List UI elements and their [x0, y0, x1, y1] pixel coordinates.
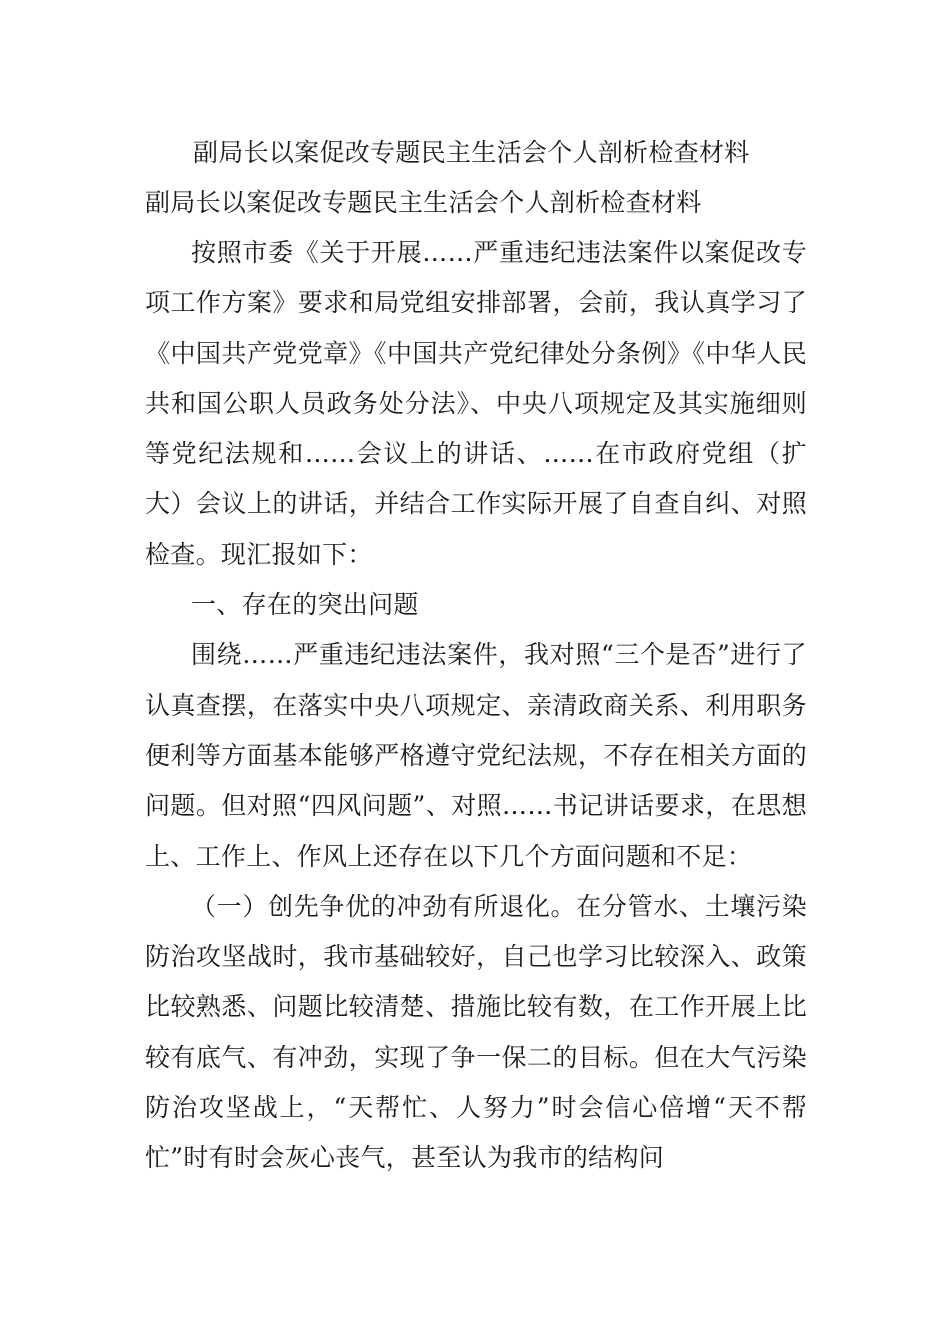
paragraph-problem-one: （一）创先争优的冲劲有所退化。在分管水、土壤污染防治攻坚战时，我市基础较好，自己也学习比较深入、政策比较熟悉、问题比较清楚、措施比较有数，在工作开展上比较有底气、有冲劲，实现了争一保二的目标。但在大气污染防治攻坚战上，“天帮忙、人努力”时会信心倍增“天不帮忙”时有时会灰心丧气，甚至认为我市的结构问: [145, 891, 807, 1173]
section-heading-problems: 一、存在的突出问题: [191, 590, 419, 620]
document-title: 副局长以案促改专题民主生活会个人剖析检查材料: [193, 138, 750, 167]
paragraph-intro: 按照市委《关于开展……严重违纪违法案件以案促改专项工作方案》要求和局党组安排部署，会前，我认真学习了《中国共产党党章》《中国共产党纪律处分条例》《中华人民共和国公职人员政务处分法》、中央八项规定及其实施细则等党纪法规和……会议上的讲话、……在市政府党组（扩大）会议上的讲话，并结合工作实际开展了自查自纠、对照检查。现汇报如下：: [145, 238, 807, 569]
document-body: [145, 128, 807, 1184]
paragraph-problems-overview: 围绕……严重违纪违法案件，我对照“三个是否”进行了认真查摆，在落实中央八项规定、亲清政商关系、利用职务便利等方面基本能够严格遵守党纪法规，不存在相关方面的问题。但对照“四风问题”、对照……书记讲话要求，在思想上、工作上、作风上还存在以下几个方面问题和不足：: [145, 640, 807, 871]
document-subtitle: 副局长以案促改专题民主生活会个人剖析检查材料: [145, 188, 702, 217]
